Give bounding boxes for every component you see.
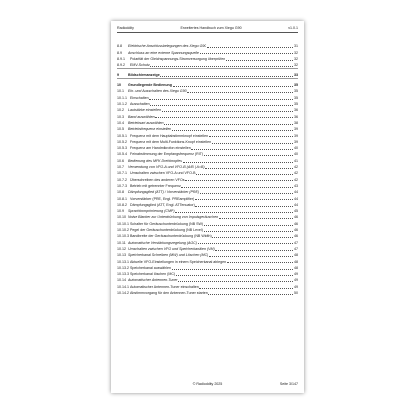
- toc-entry-number: 10.8: [117, 190, 124, 195]
- toc-entry-number: 10.10.1: [117, 221, 129, 226]
- toc-dot-leader: [200, 193, 294, 194]
- toc-entry-page: 33: [294, 73, 298, 78]
- toc-entry-title: Bedienung des MFK Drehknopfes: [128, 158, 182, 163]
- toc-entry-page: 36: [294, 108, 298, 113]
- toc-entry-number: 10.1.1: [117, 95, 127, 100]
- toc-entry-page: 40: [294, 146, 298, 151]
- header-brand: Radioddity: [117, 26, 134, 30]
- toc-entry-page: 36: [294, 114, 298, 119]
- toc-entry-page: 35: [294, 89, 298, 94]
- toc-entry-number: 9: [117, 73, 119, 78]
- toc-entry-number: 10.12: [117, 246, 126, 251]
- toc-dot-leader: [172, 130, 293, 131]
- toc-dot-leader: [183, 162, 294, 163]
- toc-entry-title: Schalter für Geräuschunterdrückung (NB SW): [130, 221, 204, 226]
- toc-entry-title: Feinabstimmung der Empfangsfrequenz (RIT): [130, 152, 204, 157]
- toc-entry-number: 8.8: [117, 44, 122, 49]
- toc-dot-leader: [150, 66, 293, 67]
- toc-entry-title: Automatischer Antennen-Tuner: [128, 278, 178, 283]
- toc-entry-title: Lautstärke einstellen: [128, 108, 161, 113]
- toc-entry-title: Ausschalten: [130, 102, 150, 107]
- toc-entry-page: 50: [294, 290, 298, 295]
- toc-entry-number: 10.5.3: [117, 146, 127, 151]
- toc-entry-page: 39: [294, 133, 298, 138]
- toc-dot-leader: [207, 47, 293, 48]
- toc-entry-number: 10.7.1: [117, 171, 127, 176]
- page-header: [117, 26, 298, 33]
- toc-entry-number: 10.10: [117, 215, 126, 220]
- toc-entry-number: 10.7: [117, 165, 124, 170]
- toc-dot-leader: [208, 294, 293, 295]
- toc-entry-number: 10.7.3: [117, 183, 127, 188]
- toc-entry-title: Noise Blanker zur Unterdrückung von Impulsgeräuschen: [128, 215, 219, 220]
- toc-entry-title: Bandbreite der Geräuschunterdrückung (NB Width): [130, 234, 212, 239]
- toc-entry-title: Überschreiben des anderen VFOs: [130, 177, 185, 182]
- toc-entry-page: 39: [294, 139, 298, 144]
- toc-entry-title: Betriebsart auswählen: [128, 120, 164, 125]
- toc-entry-page: 46: [294, 215, 298, 220]
- toc-entry-page: 46: [294, 228, 298, 233]
- toc-entry-title: Ein- und Ausschalten des Xiegu G90: [128, 89, 187, 94]
- toc-entry-page: 46: [294, 221, 298, 226]
- toc-dot-leader: [173, 86, 294, 87]
- toc-entry-number: 10.5.2: [117, 139, 127, 144]
- toc-entry-number: 8.9.2: [117, 63, 125, 68]
- toc-entry-number: 8.9: [117, 50, 122, 55]
- toc-entry-number: 10.14: [117, 278, 126, 283]
- toc-entry-title: Grundlegende Bedienung: [128, 83, 172, 88]
- toc-entry-number: 10.9: [117, 209, 124, 214]
- toc-entry-number: 10.5.1: [117, 133, 127, 138]
- toc-entry-number: 10.10.3: [117, 234, 129, 239]
- toc-entry-page: 49: [294, 284, 298, 289]
- toc-dot-leader: [227, 262, 294, 263]
- toc-entry-title: Umschalten zwischen VFO-A und VFO-B: [130, 171, 196, 176]
- toc-entry-page: 49: [294, 272, 298, 277]
- toc-entry-page: 44: [294, 202, 298, 207]
- toc-entry-number: 10.14.2: [117, 290, 129, 295]
- toc-entry-title: Elektrische Anschlussbelegungen des Xiegu G90: [128, 44, 207, 49]
- toc-entry-number: 10.6: [117, 158, 124, 163]
- toc-entry-number: 10.3: [117, 114, 124, 119]
- toc-entry[interactable]: [117, 290, 298, 296]
- toc-entry-number: 10.7.2: [117, 177, 127, 182]
- toc-dot-leader: [212, 237, 293, 238]
- toc-entry-page: 42: [294, 171, 298, 176]
- toc-dot-leader: [209, 136, 294, 137]
- toc-entry-page: 49: [294, 278, 298, 283]
- toc-entry-page: 32: [294, 56, 298, 61]
- footer-copyright: © Radioddity 2025: [192, 382, 223, 386]
- toc-entry-page: 41: [294, 158, 298, 163]
- toc-dot-leader: [164, 124, 293, 125]
- toc-entry-title: Speicherkanal auswählen: [130, 265, 171, 270]
- toc-entry-number: 10.10.2: [117, 228, 129, 233]
- toc-dot-leader: [209, 256, 294, 257]
- toc-entry-title: Abstimmvorgang für den Antennen-Tuner starten: [130, 290, 208, 295]
- toc-entry-page: 39: [294, 127, 298, 132]
- toc-entry-title: Frequenz mit dem Hauptabstimmknopf einstellen: [130, 133, 209, 138]
- toc-entry-title: Dämpfungsglied (ATT) / Vorverstärker (PRE): [128, 190, 200, 195]
- toc-entry-number: 10.8.2: [117, 202, 127, 207]
- toc-dot-leader: [191, 149, 293, 150]
- page-footer: [117, 382, 298, 387]
- toc-entry-page: 38: [294, 120, 298, 125]
- toc-entry-title: Polarität der Gleichspannungs-Stromversorgung überprüfen: [130, 56, 226, 61]
- toc-entry-number: 10.14.1: [117, 284, 129, 289]
- document-page: [111, 21, 304, 393]
- toc-entry-title: Anschluss an eine externe Spannungsquelle: [128, 50, 199, 55]
- toc-entry-title: Einschalten: [130, 95, 149, 100]
- toc-dot-leader: [181, 187, 293, 188]
- toc-dot-leader: [199, 288, 293, 289]
- table-of-contents: [117, 43, 298, 296]
- toc-dot-leader: [219, 218, 294, 219]
- toc-dot-leader: [160, 76, 293, 77]
- toc-entry-title: Dämpfungsglied (ATT, Engl. ATTenuator): [130, 202, 195, 207]
- toc-entry-page: 35: [294, 95, 298, 100]
- toc-dot-leader: [175, 212, 293, 213]
- toc-entry-number: 10.5.4: [117, 152, 127, 157]
- toc-entry-title: Speicherkanal löschen (MC): [130, 272, 176, 277]
- toc-entry-title: Verwendung von VFO-A und VFO-B (A/B | A=B): [128, 165, 205, 170]
- toc-entry-page: 40: [294, 152, 298, 157]
- toc-entry[interactable]: [117, 69, 298, 79]
- toc-dot-leader: [204, 231, 294, 232]
- toc-entry-number: 10.4: [117, 120, 124, 125]
- toc-entry-title: Aktuelle VFO-Einstellungen in einem Speicherkanal ablegen: [130, 259, 227, 264]
- toc-dot-leader: [204, 225, 294, 226]
- toc-entry-page: 42: [294, 165, 298, 170]
- toc-entry-number: 10.5: [117, 127, 124, 132]
- toc-entry-number: 10.1: [117, 89, 124, 94]
- toc-entry-title: Bildschirmanzeige: [128, 73, 160, 78]
- toc-entry[interactable]: [117, 79, 298, 88]
- toc-entry-page: 48: [294, 265, 298, 270]
- toc-dot-leader: [176, 275, 294, 276]
- toc-entry-title: Band auswählen: [128, 114, 155, 119]
- toc-dot-leader: [198, 243, 294, 244]
- toc-dot-leader: [200, 53, 294, 54]
- toc-dot-leader: [187, 92, 293, 93]
- toc-dot-leader: [149, 99, 293, 100]
- toc-entry-page: 48: [294, 253, 298, 258]
- toc-entry-number: 8.9.1: [117, 56, 125, 61]
- toc-entry-number: 10.11: [117, 240, 126, 245]
- toc-entry-title: Automatischer Antennen-Tuner einschalten: [130, 284, 199, 289]
- toc-entry-title: Umschalten zwischen VFO und Speicherkanälen (VM): [128, 246, 215, 251]
- footer-page-number: Seite 3/147: [279, 382, 298, 386]
- toc-dot-leader: [178, 281, 293, 282]
- header-title: Erweitertes Handbuch zum Xiegu G90: [180, 26, 242, 30]
- toc-dot-leader: [150, 105, 293, 106]
- toc-entry[interactable]: [117, 62, 298, 69]
- toc-dot-leader: [162, 111, 294, 112]
- toc-entry-page: 32: [294, 50, 298, 55]
- toc-dot-leader: [155, 117, 293, 118]
- toc-entry-page: 32: [294, 63, 298, 68]
- toc-entry-title: Betrieb mit getrennter Frequenz: [130, 183, 181, 188]
- toc-entry-title: Automatische Verstärkungsregelung (AGC): [128, 240, 197, 245]
- toc-entry-number: 10.2: [117, 108, 124, 113]
- toc-dot-leader: [226, 60, 294, 61]
- toc-entry-title: Betriebsfrequenz einstellen: [128, 127, 172, 132]
- toc-entry-page: 35: [294, 102, 298, 107]
- toc-entry-title: Speicherkanal Schreiben (MW) und Löschen (MC): [128, 253, 209, 258]
- toc-dot-leader: [185, 180, 293, 181]
- toc-dot-leader: [204, 155, 294, 156]
- toc-entry-number: 10.13.1: [117, 259, 129, 264]
- toc-entry-title: Frequenz am Handmikrofon einstellen: [130, 146, 191, 151]
- toc-entry-number: 10.13.2: [117, 265, 129, 270]
- toc-dot-leader: [215, 250, 293, 251]
- toc-entry-title: Frequenz mit dem Multi-Funktions-Knopf einstellen: [130, 139, 212, 144]
- toc-entry-page: 31: [294, 44, 298, 49]
- toc-dot-leader: [196, 174, 293, 175]
- toc-entry-title: EMV-Schutz: [130, 63, 150, 68]
- toc-dot-leader: [195, 206, 293, 207]
- toc-entry-title: Sprachkomprimierung (CMP): [128, 209, 175, 214]
- toc-entry-title: Vorverstärker (PRE, Engl. PREamplifier): [130, 196, 195, 201]
- toc-entry-page: 47: [294, 246, 298, 251]
- toc-dot-leader: [205, 168, 293, 169]
- toc-entry-page: 44: [294, 196, 298, 201]
- toc-entry-number: 10: [117, 83, 121, 88]
- toc-entry-title: Pegel der Geräuschunterdrückung (NB Level): [130, 228, 203, 233]
- toc-entry-page: 43: [294, 183, 298, 188]
- toc-entry-page: 47: [294, 240, 298, 245]
- toc-entry-number: 10.13: [117, 253, 126, 258]
- toc-entry-number: 10.13.3: [117, 272, 129, 277]
- toc-entry-page: 44: [294, 190, 298, 195]
- toc-dot-leader: [172, 269, 294, 270]
- toc-entry-page: 45: [294, 209, 298, 214]
- toc-dot-leader: [212, 143, 294, 144]
- toc-entry-page: 42: [294, 177, 298, 182]
- toc-dot-leader: [195, 199, 294, 200]
- toc-entry-page: 46: [294, 234, 298, 239]
- header-version: v1.0.1: [288, 26, 298, 30]
- toc-entry-page: 48: [294, 259, 298, 264]
- toc-entry-page: 35: [294, 83, 298, 88]
- toc-entry-number: 10.8.1: [117, 196, 127, 201]
- toc-entry-number: 10.1.2: [117, 102, 127, 107]
